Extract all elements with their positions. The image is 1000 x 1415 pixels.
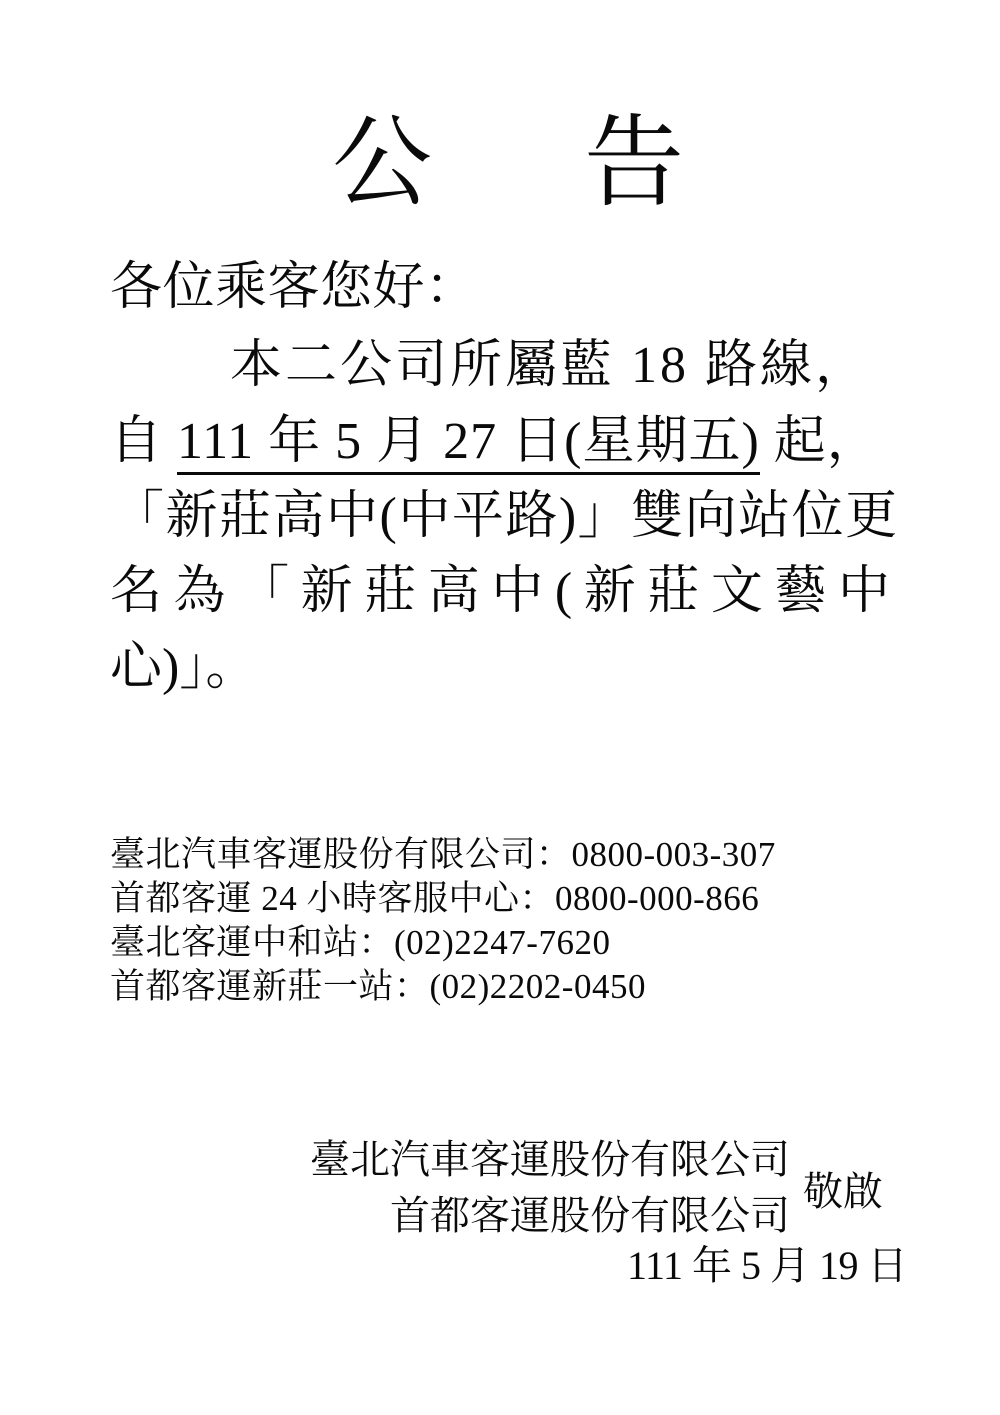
body-line-end: 心)」。 xyxy=(110,639,258,696)
signature-company-2: 首都客運股份有限公司 xyxy=(390,1193,790,1238)
title-char-gong: 公 xyxy=(332,108,432,219)
signature-company-1: 臺北汽車客運股份有限公司 xyxy=(310,1137,790,1182)
effective-date-underline: 111 年 5 月 27 日(星期五) xyxy=(177,413,760,475)
contact-line-capital-service: 首都客運 24 小時客服中心：0800-000-866 xyxy=(110,879,760,918)
signature-date: 111 年 5 月 19 日 xyxy=(627,1243,908,1288)
date-prefix: 自 xyxy=(110,413,178,470)
contact-line-xinzhuang-station: 首都客運新莊一站：(02)2202-0450 xyxy=(110,967,646,1006)
notice-title xyxy=(8,108,1000,219)
body-line-route: 本二公司所屬藍 18 路線， xyxy=(230,337,871,394)
contact-info xyxy=(110,833,776,1009)
body-line-new-stop: 名為「新莊高中(新莊文藝中 xyxy=(110,563,890,620)
contact-line-taipei-bus: 臺北汽車客運股份有限公司：0800-003-307 xyxy=(110,835,776,874)
title-char-gao: 告 xyxy=(584,108,684,219)
signature-closing: 敬啟 xyxy=(803,1169,883,1214)
body-line-date xyxy=(110,413,880,470)
contact-line-zhonghe-station: 臺北客運中和站：(02)2247-7620 xyxy=(110,923,611,962)
body-line-old-stop: 「新莊高中(中平路)」雙向站位更 xyxy=(112,488,899,545)
greeting-line: 各位乘客您好： xyxy=(110,259,478,316)
date-suffix: 起， xyxy=(759,413,880,470)
